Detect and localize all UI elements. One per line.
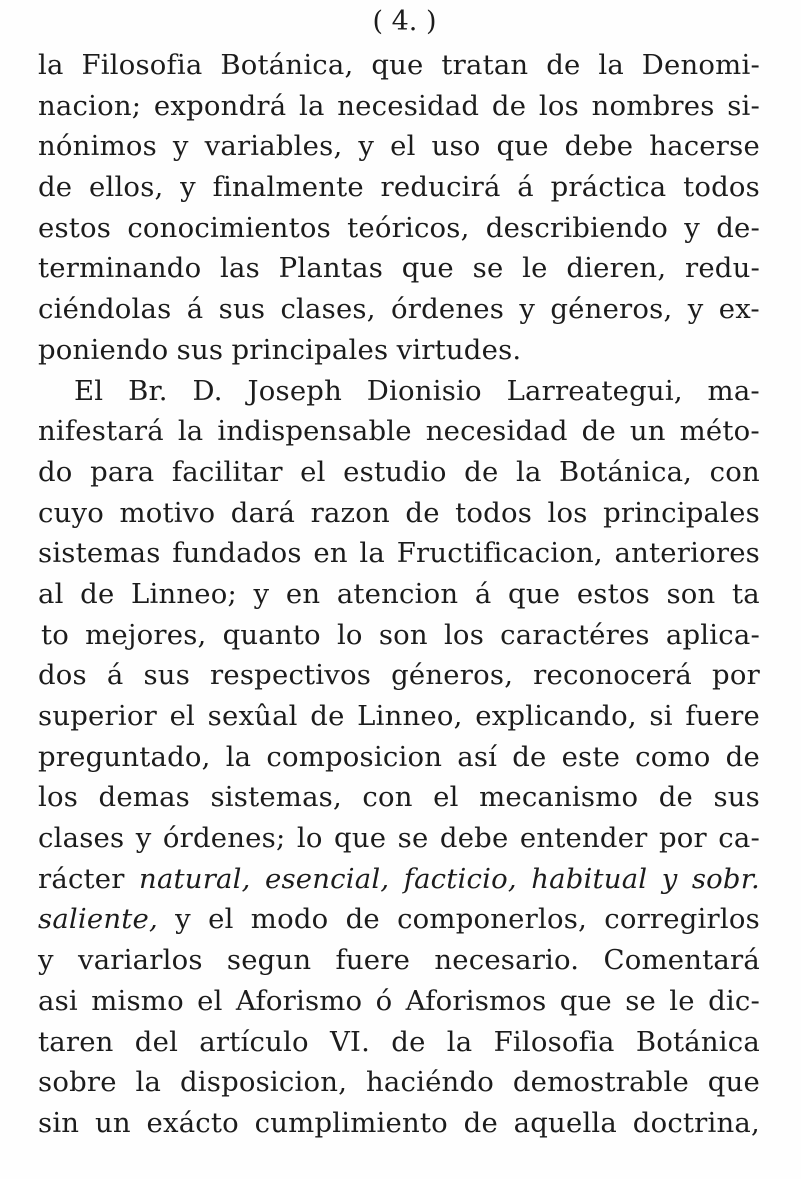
word: fuere [335,944,411,977]
word: géneros, [391,659,514,692]
word: á [517,171,534,204]
word: de [464,455,499,488]
text-line [38,737,760,778]
word: la [177,415,204,448]
word: Aforismo [235,984,363,1017]
word: las [220,252,260,285]
word: Botánica, [559,455,693,488]
text-line [38,859,760,900]
word: Filosofia [493,1025,615,1058]
word: sistemas, [210,781,342,814]
word: y [135,822,152,855]
word: si- [727,89,760,122]
word: géneros, [550,293,673,326]
text-line [38,86,760,127]
word: Filosofia [81,49,203,81]
word: disposicion, [179,1066,348,1099]
word: D. [192,374,223,407]
word: de [345,903,380,936]
word: nifestará [38,415,164,448]
word: saliente, [38,903,158,936]
word: le [669,984,695,1017]
word: Dionisio [366,374,482,407]
word: anteriores [614,537,760,570]
word: así [457,740,498,773]
word: caractéres [500,618,650,651]
word: el [390,130,416,163]
word: mejores, [85,618,207,651]
word: se [625,984,656,1017]
word: sobr. [691,862,760,895]
word: en [285,577,321,610]
word: demostrable [512,1066,689,1099]
text-line [38,1022,760,1063]
word: se [472,252,504,285]
word: Linneo; [131,577,237,610]
text-line [38,493,760,534]
word: sexûal [207,700,298,732]
text-line [38,167,760,208]
text-line [38,533,760,574]
word: para [90,455,155,488]
word: del [134,1025,179,1058]
word: uso [431,130,481,163]
word: to [41,618,70,651]
word: que [707,1066,760,1099]
word: que [401,252,454,285]
word: méto- [679,415,760,448]
word: y [172,130,189,163]
word: al [38,577,64,610]
word: estos [576,577,650,610]
text-line [38,574,760,615]
word: de [658,781,693,814]
page-number: ( 4. ) [372,6,437,37]
word: virtudes. [396,333,522,366]
word: VI. [329,1025,371,1058]
word: la [598,49,624,81]
word: lo [296,822,323,855]
word: de [391,1025,426,1058]
word: preguntado, [38,740,211,773]
word: el [169,700,196,732]
word: de [725,740,760,773]
text-line [38,777,760,818]
word: si [649,700,673,732]
word: natural, [139,862,251,895]
word: el [197,984,223,1017]
word: y [38,944,54,977]
word: y [358,130,375,163]
word: expondrá [153,89,287,122]
word: un [629,415,666,448]
word: sus [713,781,760,814]
word: respectivos [210,659,372,692]
word: ta [732,577,760,610]
word: son [666,577,716,610]
word: nacion; [38,89,142,122]
word: la [225,740,252,773]
word: entender [519,822,648,855]
word: y [180,171,196,204]
word: ca- [718,822,760,855]
word: como [635,740,711,773]
word: la [515,455,542,488]
word: Plantas [278,252,384,285]
word: la [38,49,64,81]
word: y [687,293,704,326]
word: lo [336,618,363,651]
word: doctrina, [632,1106,760,1139]
word: Denomi- [641,49,760,81]
word: sus [218,293,266,326]
word: estos [38,211,112,244]
word: y [253,577,270,610]
word: dic- [708,984,760,1017]
text-line [38,248,760,289]
word: ex- [718,293,760,326]
word: Joseph [247,374,343,407]
word: hacerse [649,130,760,163]
word: superior [38,700,157,732]
word: órdenes; [162,822,286,855]
text-line [38,452,760,493]
word: por [658,822,707,855]
word: variarlos [77,944,203,977]
word: facilitar [171,455,283,488]
word: esencial, [264,862,390,895]
text-line [38,45,760,86]
word: debe [439,822,509,855]
word: son [378,618,428,651]
word: Aforismos [405,984,547,1017]
word: que [559,984,612,1017]
word: que [496,130,549,163]
word: sobre [38,1066,117,1099]
word: artículo [199,1025,309,1058]
word: de [38,171,73,204]
word: variables, [204,130,343,163]
word: habitual [531,862,648,895]
word: clases, [280,293,376,326]
word: le [522,252,548,285]
text-line [38,981,760,1022]
word: con [362,781,413,814]
text-line [38,1103,760,1144]
word: práctica [550,171,667,204]
text-line [38,371,760,412]
word: sus [176,333,224,366]
word: composicion [266,740,443,773]
word: ellos, [88,171,164,204]
word: Fructificacion, [396,537,603,570]
word: que [508,577,561,610]
word: indispensable [217,415,412,448]
word: modo [250,903,329,936]
word: sus [143,659,191,692]
text-line [38,615,760,656]
word: ó [375,984,393,1017]
word: y [519,293,536,326]
word: y [684,211,700,244]
word: reconocerá [533,659,693,692]
word: que [371,49,424,81]
text-line [38,940,760,981]
word: debe [564,130,634,163]
word: terminando [38,252,202,285]
word: necesidad [425,415,568,448]
word: por [712,659,760,692]
word: sin [38,1106,80,1139]
word: de [463,1106,498,1139]
text-line [38,655,760,696]
word: clases [38,822,125,855]
word: á [106,659,124,692]
word: dos [38,659,87,692]
word: conocimientos [127,211,331,244]
word: Larreategui, [506,374,683,407]
word: cuyo [38,496,105,529]
text-line [38,208,760,249]
word: finalmente [212,171,364,204]
word: órdenes [390,293,505,326]
word: El [74,374,104,407]
word: poniendo [38,333,169,366]
text-line [38,126,760,167]
word: nombres [591,89,715,122]
word: de [512,740,547,773]
word: mismo [91,984,184,1017]
word: segun [226,944,312,977]
word: á [186,293,204,326]
word: fundados [172,537,302,570]
word: taren [38,1025,114,1058]
word: ma- [707,374,760,407]
word: el [433,781,459,814]
word: Botánica, [220,49,354,81]
word: y [661,862,678,895]
word: de [405,496,440,529]
word: principales [603,496,760,529]
text-line [38,330,760,371]
word: haciéndo [365,1066,495,1099]
word: quanto [222,618,321,651]
text-line [38,899,760,940]
word: rácter [38,862,125,895]
word: fuere [685,700,760,732]
word: el [300,455,326,488]
text-line [38,818,760,859]
word: motivo [119,496,216,529]
word: estudio [343,455,447,488]
word: un [94,1106,131,1139]
word: sistemas [38,537,161,570]
body-text [38,45,760,1144]
word: Comentará [603,944,760,977]
word: necesidad [337,89,480,122]
word: los [443,618,485,651]
word: Linneo, [357,700,463,732]
word: Botánica [635,1025,760,1058]
text-line [38,411,760,452]
word: los [38,781,79,814]
text-line [38,289,760,330]
word: que [334,822,387,855]
word: teóricos, [347,211,470,244]
word: describiendo [485,211,669,244]
word: dieren, [566,252,667,285]
word: necesario. [434,944,580,977]
word: redu- [684,252,760,285]
word: nónimos [38,130,157,163]
word: aquella [513,1106,618,1139]
word: de [80,577,115,610]
word: atencion [336,577,459,610]
word: de [546,49,581,81]
word: demas [98,781,190,814]
word: facticio, [403,862,517,895]
word: componerlos, [397,903,588,936]
text-line [38,1062,760,1103]
word: de- [716,211,760,244]
word: mecanismo [479,781,639,814]
text-line [38,696,760,737]
word: los [547,496,588,529]
word: la [359,537,386,570]
word: principales [231,333,389,366]
word: á [474,577,492,610]
word: exácto [146,1106,239,1139]
word: razon [310,496,390,529]
word: todos [455,496,533,529]
word: de [491,89,527,122]
word: y [175,903,191,936]
word: la [135,1066,162,1099]
word: Br. [128,374,168,407]
word: de [581,415,616,448]
word: todos [683,171,760,204]
word: reducirá [380,171,501,204]
word: con [709,455,760,488]
word: ciéndolas [38,293,172,326]
word: el [208,903,234,936]
word: los [538,89,579,122]
word: asi [38,984,78,1017]
word: en [313,537,348,570]
word: tratan [441,49,529,81]
word: la [446,1025,473,1058]
word: do [38,455,73,488]
word: dará [230,496,296,529]
word: este [561,740,621,773]
word: corregirlos [604,903,760,936]
word: cumplimiento [254,1106,448,1139]
word: la [299,89,325,122]
word: explicando, [475,700,637,732]
word: se [397,822,429,855]
word: aplica- [665,618,760,651]
word: de [310,700,345,732]
